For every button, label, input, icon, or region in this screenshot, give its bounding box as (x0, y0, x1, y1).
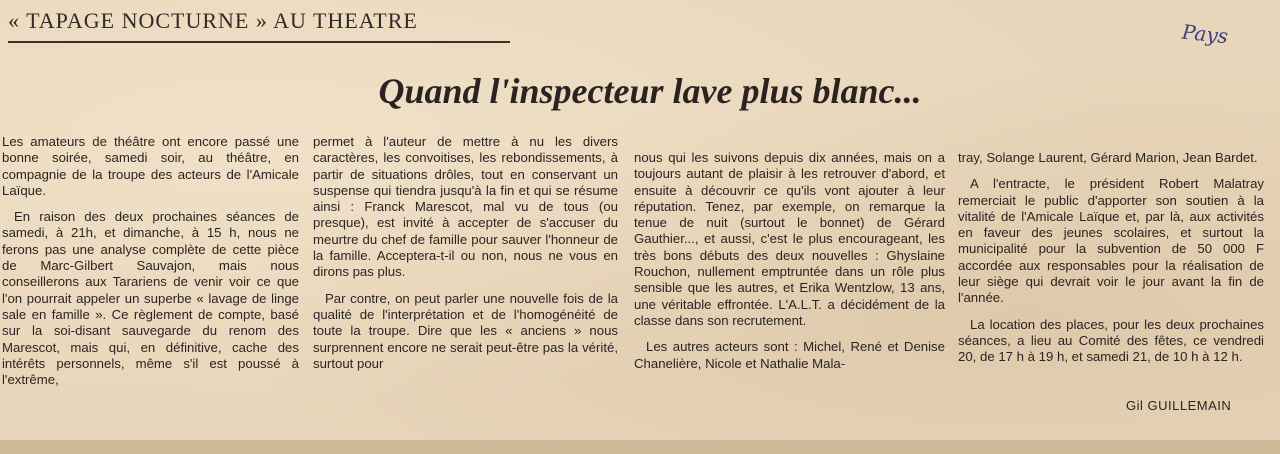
author-signature: Gil GUILLEMAIN (1126, 398, 1232, 413)
article-column-2 (313, 134, 618, 382)
paragraph: permet à l'auteur de mettre à nu les divers caractères, les convoitises, les rebondissements, à partir de situations drôles, tout en conservant un suspense qui tiendra jusqu'à la fin et qui se résume ainsi : Franck Marescot, mal vu de tous (ou presque), est invité à accepter de s'accuser du meurtre du chef de famille pour sauver l'honneur de la famille. Acceptera-t-il ou non, nous ne vous en dirons pas plus. (313, 134, 618, 280)
paragraph: En raison des deux prochaines séances de samedi, à 21h, et dimanche, à 15 h, nous ne ferons pas une analyse complète de cette pièce de Marc-Gilbert Sauvajon, mais nous conseillerons aux Tarariens de venir voir ce que l'on pourrait appeler un superbe « lavage de linge sale en famille ». Ce règlement de compte, basé sur la soi-disant sauvegarde du renom des Marescot, mais qui, en définitive, cache des intérêts personnels, même s'il est poussé à l'extrême, (2, 209, 299, 388)
backing-sheet (0, 440, 1280, 454)
article-column-1 (2, 134, 299, 398)
paragraph: Les autres acteurs sont : Michel, René et Denise Chanelière, Nicole et Nathalie Mala- (634, 339, 945, 371)
paragraph: Les amateurs de théâtre ont encore passé une bonne soirée, samedi soir, au théâtre, en compagnie de la troupe des acteurs de l'Amicale Laïque. (2, 134, 299, 198)
paragraph: Par contre, on peut parler une nouvelle fois de la qualité de l'interprétation et de l'homogénéité de toute la troupe. Dire que les « anciens » nous surprennent encore ne serait peut-être pas la vérité, surtout pour (313, 290, 618, 371)
paragraph: nous qui les suivons depuis dix années, mais on a toujours autant de plaisir à les retrouver d'abord, et ensuite à découvrir ce qu'ils vont ajouter à leur réputation. Tenez, par exemple, on remarque la tenue de nuit (surtout le bonnet) de Gérard Gauthier..., et aussi, c'est le plus encourageant, les très bons débuts des deux nouvelles : Ghyslaine Rouchon, nullement emptruntée dans un rôle plus sensible que les autres, et Erika Wentzlow, 13 ans, une véritable effrontée. L'A.L.T. a décidément de la classe dans son recrutement. (634, 150, 945, 328)
article-headline: Quand l'inspecteur lave plus blanc... (378, 71, 922, 111)
paragraph: tray, Solange Laurent, Gérard Marion, Jean Bardet. (958, 150, 1258, 165)
article-column-4 (958, 150, 1264, 376)
handwritten-margin-note: Pays (1180, 19, 1230, 49)
overhead-title: « TAPAGE NOCTURNE » AU THEATRE (8, 8, 418, 33)
article-column-3 (634, 150, 945, 382)
paragraph: A l'entracte, le président Robert Malatray remerciait le public d'apporter son soutien à la vitalité de l'Amicale Laïque et, par là, aux activités en faveur des jeunes scolaires, et surtout la municipalité pour la subvention de 50 000 F accordée aux responsables pour la réalisation de leur siège qui devrait voir le jour avant la fin de l'année. (958, 176, 1264, 306)
overhead-underline (8, 41, 510, 43)
paragraph: La location des places, pour les deux prochaines séances, a lieu au Comité des fêtes, ce vendredi 20, de 17 h à 19 h, et samedi 21, de 10 h à 12 h. (958, 316, 1264, 365)
